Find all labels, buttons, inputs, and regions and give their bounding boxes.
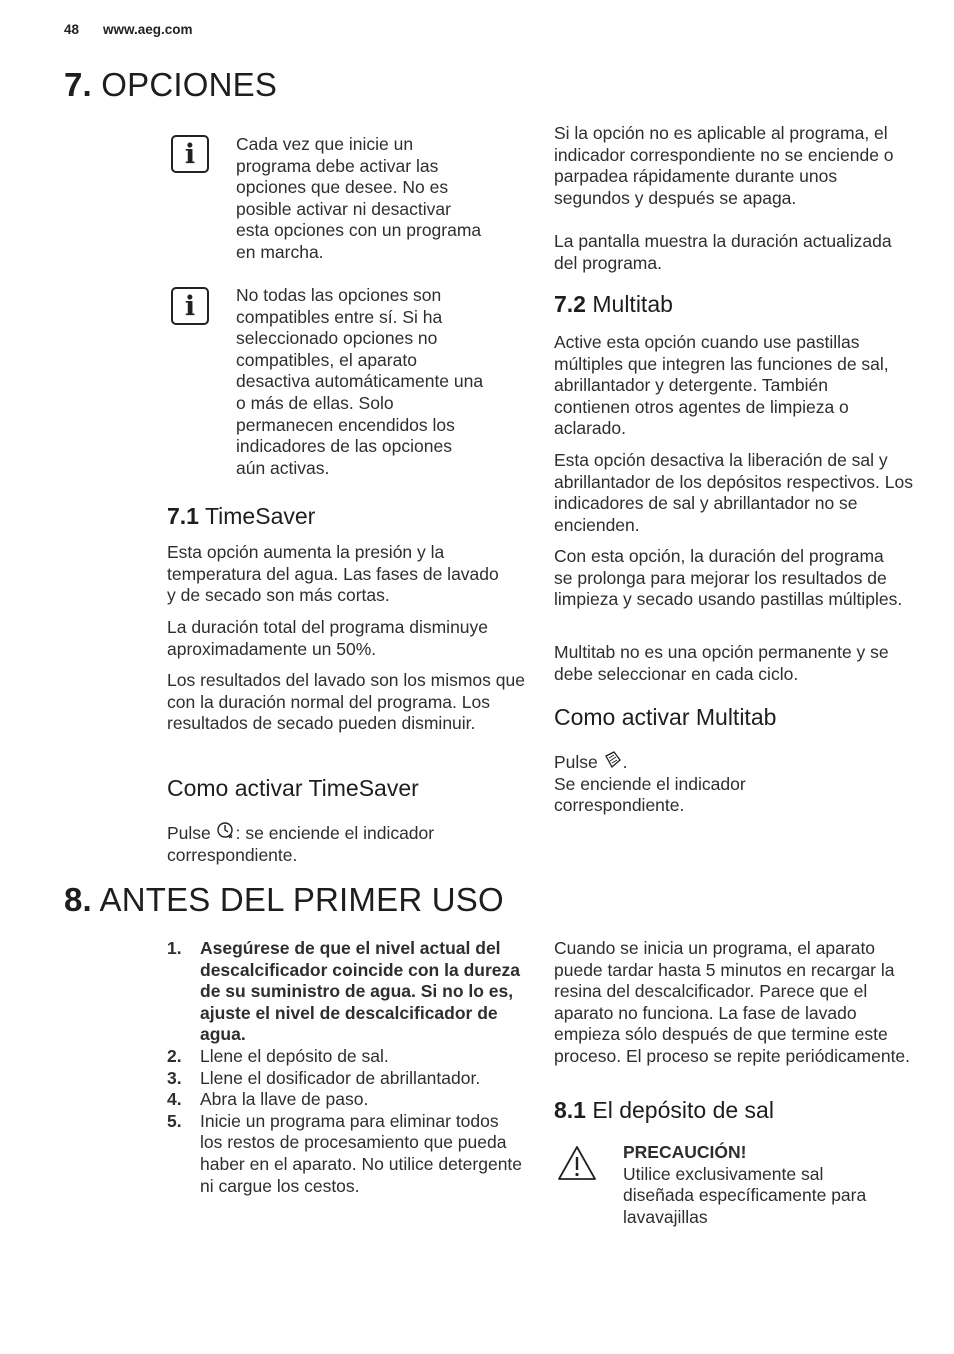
multitab-paragraph-2: Esta opción desactiva la liberación de sal y abrillantador de los depósitos respectivos. Los indicadores de sal y abrillantador no se encienden. xyxy=(554,450,913,535)
subsection-heading: El depósito de sal xyxy=(592,1097,774,1123)
step-number: 1. xyxy=(167,938,182,958)
website-url: www.aeg.com xyxy=(103,22,193,37)
subsection-heading: Multitab xyxy=(592,291,673,317)
page-number: 48 xyxy=(64,22,80,37)
list-item xyxy=(167,1089,525,1111)
info-note-2: No todas las opciones son compatibles entre sí. Si ha seleccionado opciones no compatibles, el aparato desactiva automáticamente una o más de ellas. Solo permanecen encendidos los indicadores de las opciones aún activas. xyxy=(236,285,484,478)
step-text: Inicie un programa para eliminar todos los restos de procesamiento que pueda haber en el aparato. No utilice detergente ni cargue los cestos. xyxy=(200,1110,523,1196)
section-8-number: 8. xyxy=(64,881,92,918)
tablet-icon xyxy=(603,750,623,770)
multitab-paragraph-1: Active esta opción cuando use pastillas múltiples que integren las funciones de sal, abrillantador y detergente. También contienen otros agentes de limpieza o aclarado. xyxy=(554,332,889,439)
clock-icon xyxy=(216,821,236,841)
subsection-heading: TimeSaver xyxy=(204,503,316,529)
subsection-7-1-title xyxy=(167,503,315,530)
instruction-text: Pulse xyxy=(167,823,216,843)
option-not-applicable-paragraph: Si la opción no es aplicable al programa, el indicador correspondiente no se enciende o parpadea rápidamente durante unos segundos y después se apaga. xyxy=(554,123,894,208)
instruction-text: Pulse xyxy=(554,752,603,772)
subsection-8-1-title xyxy=(554,1097,774,1124)
step-text: Llene el dosificador de abrillantador. xyxy=(200,1067,481,1088)
softener-recharge-paragraph: Cuando se inicia un programa, el aparato puede tardar hasta 5 minutos en recargar la resina del descalcificador. Parece que el aparato no funciona. La fase de lavado empieza sólo después de que termine este proceso. El proceso se repite periódicamente. xyxy=(554,938,911,1066)
multitab-paragraph-3: Con esta opción, la duración del programa se prolonga para mejorar los resultados de limpieza y secado usando pastillas múltiples. xyxy=(554,546,903,610)
timesaver-paragraph-3: Los resultados del lavado son los mismos que con la duración normal del programa. Los resultados de secado pueden disminuir. xyxy=(167,670,525,734)
instruction-text: . xyxy=(622,752,628,772)
step-number: 3. xyxy=(167,1067,182,1088)
step-number: 4. xyxy=(167,1089,182,1110)
display-duration-paragraph: La pantalla muestra la duración actualizada del programa. xyxy=(554,231,892,273)
first-use-steps xyxy=(167,938,525,1197)
caution-title: PRECAUCIÓN! xyxy=(623,1142,747,1162)
subsection-number: 8.1 xyxy=(554,1097,586,1123)
step-number: 5. xyxy=(167,1110,182,1131)
how-to-activate-timesaver-title: Como activar TimeSaver xyxy=(167,775,419,801)
section-7-heading: OPCIONES xyxy=(101,66,278,103)
step-text: Llene el depósito de sal. xyxy=(200,1045,389,1066)
subsection-number: 7.1 xyxy=(167,503,199,529)
list-item xyxy=(167,1068,525,1090)
multitab-paragraph-4: Multitab no es una opción permanente y se debe seleccionar en cada ciclo. xyxy=(554,642,889,684)
multitab-instructions xyxy=(554,750,854,817)
page-header xyxy=(64,22,193,37)
subsection-7-2-title xyxy=(554,291,673,318)
timesaver-paragraph-1: Esta opción aumenta la presión y la temperatura del agua. Las fases de lavado y de secado son más cortas. xyxy=(167,542,499,606)
list-item xyxy=(167,1111,525,1197)
how-to-activate-multitab-title: Como activar Multitab xyxy=(554,704,777,730)
step-text: Asegúrese de que el nivel actual del descalcificador coincide con la dureza de su suministro de agua. Si no lo es, ajuste el nivel de descalcificador de agua. xyxy=(200,938,520,1045)
list-item xyxy=(167,938,525,1046)
instruction-result: Se enciende el indicador correspondiente. xyxy=(554,773,746,816)
warning-triangle-icon xyxy=(557,1145,597,1181)
timesaver-instructions xyxy=(167,821,487,866)
salt-caution xyxy=(623,1142,883,1228)
info-note-1: Cada vez que inicie un programa debe activar las opciones que desee. No es posible activar ni desactivar esta opciones con un programa en marcha. xyxy=(236,134,482,262)
info-icon: i xyxy=(171,135,209,173)
list-item xyxy=(167,1046,525,1068)
instruction-text: : se enciende el indicador correspondiente. xyxy=(167,823,435,865)
section-8-heading: ANTES DEL PRIMER USO xyxy=(99,881,504,918)
timesaver-paragraph-2: La duración total del programa disminuye aproximadamente un 50%. xyxy=(167,617,489,659)
info-icon: i xyxy=(171,287,209,325)
section-7-number: 7. xyxy=(64,66,92,103)
subsection-number: 7.2 xyxy=(554,291,586,317)
section-8-title xyxy=(64,881,504,919)
section-7-title xyxy=(64,66,277,104)
step-text: Abra la llave de paso. xyxy=(200,1089,369,1110)
caution-text: Utilice exclusivamente sal diseñada específicamente para lavavajillas xyxy=(623,1163,867,1227)
step-number: 2. xyxy=(167,1045,182,1066)
